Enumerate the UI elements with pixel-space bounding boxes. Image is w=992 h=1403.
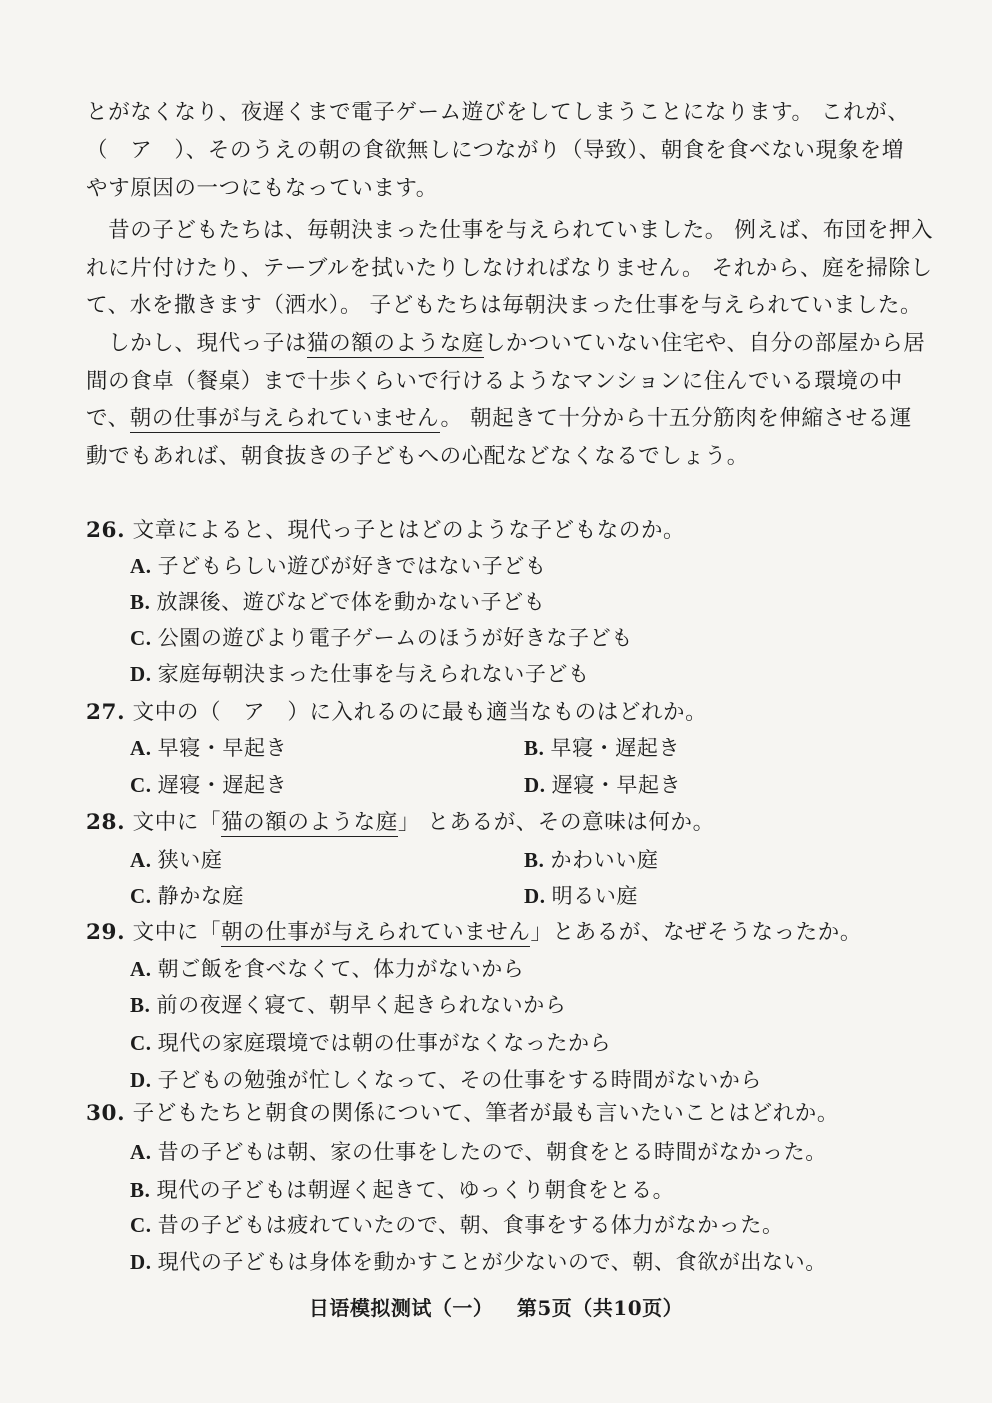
- passage-line-7-b: しかついていない住宅や、自分の部屋から居: [483, 331, 926, 356]
- option-28-d[interactable]: [524, 879, 638, 913]
- option-30-d[interactable]: [130, 1245, 827, 1279]
- question-text: 子どもたちと朝食の関係について、筆者が最も言いたいことはどれか。: [132, 1101, 839, 1126]
- option-key: C.: [130, 626, 152, 650]
- option-key: C.: [130, 884, 152, 908]
- question-text-a: 文中に「: [132, 920, 222, 945]
- passage-line-7: [86, 327, 925, 361]
- option-key: A.: [130, 1140, 152, 1164]
- option-text: 公園の遊びより電子ゲームのほうが好きな子ども: [157, 626, 633, 650]
- option-26-c[interactable]: [130, 621, 633, 655]
- question-number: 30.: [86, 1101, 126, 1126]
- question-29-stem: [86, 916, 862, 950]
- passage-line-2: （ ア ）、そのうえの朝の食欲無しにつながり（导致）、朝食を食べない現象を増: [86, 138, 904, 163]
- option-key: C.: [130, 1031, 152, 1055]
- question-text: 文章によると、現代っ子とはどのような子どもなのか。: [132, 518, 686, 543]
- page-footer: [0, 1292, 992, 1321]
- exam-title: 日语模拟测试（一）: [308, 1296, 494, 1320]
- question-number: 26.: [86, 518, 126, 543]
- question-number: 27.: [86, 700, 126, 725]
- question-text-a: 文中に「: [132, 810, 222, 835]
- option-text: 放課後、遊びなどで体を動かない子ども: [156, 590, 546, 614]
- option-28-a[interactable]: [130, 843, 222, 877]
- passage-line-7-a: しかし、現代っ子は: [86, 331, 308, 356]
- passage-line-4: 昔の子どもたちは、毎朝決まった仕事を与えられていました。 例えば、布団を押入: [86, 218, 934, 243]
- option-text: 朝ご飯を食べなくて、体力がないから: [157, 957, 525, 981]
- option-27-d[interactable]: [524, 768, 681, 802]
- underlined-quote: 朝の仕事が与えられていません: [221, 920, 531, 945]
- option-key: D.: [524, 884, 546, 908]
- question-text-b: 」とあるが、なぜそうなったか。: [530, 920, 862, 945]
- question-text: 文中の（ ア ）に入れるのに最も適当なものはどれか。: [132, 700, 708, 725]
- option-text: 遅寝・遅起き: [157, 773, 288, 797]
- option-29-d[interactable]: [130, 1063, 762, 1097]
- option-key: A.: [130, 848, 152, 872]
- option-key: C.: [130, 773, 152, 797]
- passage-line-5: れに片付けたり、テーブルを拭いたりしなければなりません。 それから、庭を掃除し: [86, 256, 933, 281]
- option-29-a[interactable]: [130, 952, 524, 986]
- passage-line-1: とがなくなり、夜遅くまで電子ゲーム遊びをしてしまうことになります。 これが、: [86, 100, 910, 125]
- question-27-stem: [86, 696, 707, 730]
- option-key: B.: [524, 848, 545, 872]
- option-text: かわいい庭: [550, 848, 659, 872]
- option-key: B.: [130, 1178, 151, 1202]
- option-key: D.: [130, 1250, 152, 1274]
- option-text: 現代の子どもは身体を動かすことが少ないので、朝、食欲が出ない。: [157, 1250, 827, 1274]
- underlined-phrase-neko: 猫の額のような庭: [307, 331, 484, 356]
- option-text: 遅寝・早起き: [551, 773, 682, 797]
- option-30-c[interactable]: [130, 1208, 784, 1242]
- question-26-stem: [86, 514, 685, 548]
- option-text: 前の夜遅く寝て、朝早く起きられないから: [156, 993, 567, 1017]
- option-30-b[interactable]: [130, 1173, 674, 1207]
- option-key: D.: [524, 773, 546, 797]
- option-key: B.: [130, 590, 151, 614]
- option-text: 現代の子どもは朝遅く起きて、ゆっくり朝食をとる。: [156, 1178, 675, 1202]
- option-key: D.: [130, 1068, 152, 1092]
- page-number: 第5页（共10页）: [516, 1296, 684, 1320]
- option-27-b[interactable]: [524, 731, 680, 765]
- option-text: 現代の家庭環境では朝の仕事がなくなったから: [157, 1031, 612, 1055]
- option-text: 明るい庭: [551, 884, 639, 908]
- option-26-d[interactable]: [130, 657, 590, 691]
- option-text: 早寝・早起き: [157, 736, 288, 760]
- option-27-a[interactable]: [130, 731, 287, 765]
- question-number: 29.: [86, 920, 126, 945]
- option-text: 昔の子どもは朝、家の仕事をしたので、朝食をとる時間がなかった。: [157, 1140, 827, 1164]
- passage-line-10: 動でもあれば、朝食抜きの子どもへの心配などなくなるでしょう。: [86, 444, 749, 469]
- option-text: 子どもの勉強が忙しくなって、その仕事をする時間がないから: [157, 1068, 763, 1092]
- option-30-a[interactable]: [130, 1135, 827, 1169]
- option-text: 早寝・遅起き: [550, 736, 681, 760]
- option-key: D.: [130, 662, 152, 686]
- option-28-b[interactable]: [524, 843, 658, 877]
- passage-line-3: やす原因の一つにもなっています。: [86, 176, 438, 201]
- option-text: 狭い庭: [157, 848, 223, 872]
- passage-line-9: [86, 402, 912, 436]
- option-text: 子どもらしい遊びが好きではない子ども: [157, 554, 547, 578]
- question-number: 28.: [86, 810, 126, 835]
- option-27-c[interactable]: [130, 768, 287, 802]
- passage-line-9-a: で、: [86, 406, 130, 431]
- option-29-c[interactable]: [130, 1026, 611, 1060]
- question-text-b: 」 とあるが、その意味は何か。: [397, 810, 715, 835]
- option-key: B.: [524, 736, 545, 760]
- option-text: 家庭毎朝決まった仕事を与えられない子ども: [157, 662, 590, 686]
- option-key: A.: [130, 957, 152, 981]
- option-key: C.: [130, 1213, 152, 1237]
- underlined-quote: 猫の額のような庭: [221, 810, 398, 835]
- passage-line-9-b: 。 朝起きて十分から十五分筋肉を伸縮させる運: [440, 406, 913, 431]
- underlined-phrase-asa: 朝の仕事が与えられていません: [129, 406, 441, 431]
- option-key: B.: [130, 993, 151, 1017]
- option-26-a[interactable]: [130, 549, 546, 583]
- passage-line-6: て、水を撒きます（洒水）。 子どもたちは毎朝決まった仕事を与えられていました。: [86, 293, 923, 318]
- question-30-stem: [86, 1097, 839, 1131]
- question-28-stem: [86, 806, 715, 840]
- passage-line-8: 間の食卓（餐桌）まで十歩くらいで行けるようなマンションに住んでいる環境の中: [86, 369, 903, 394]
- option-29-b[interactable]: [130, 988, 566, 1022]
- option-28-c[interactable]: [130, 879, 244, 913]
- option-key: A.: [130, 554, 152, 578]
- option-text: 静かな庭: [157, 884, 245, 908]
- option-key: A.: [130, 736, 152, 760]
- option-text: 昔の子どもは疲れていたので、朝、食事をする体力がなかった。: [157, 1213, 784, 1237]
- option-26-b[interactable]: [130, 585, 545, 619]
